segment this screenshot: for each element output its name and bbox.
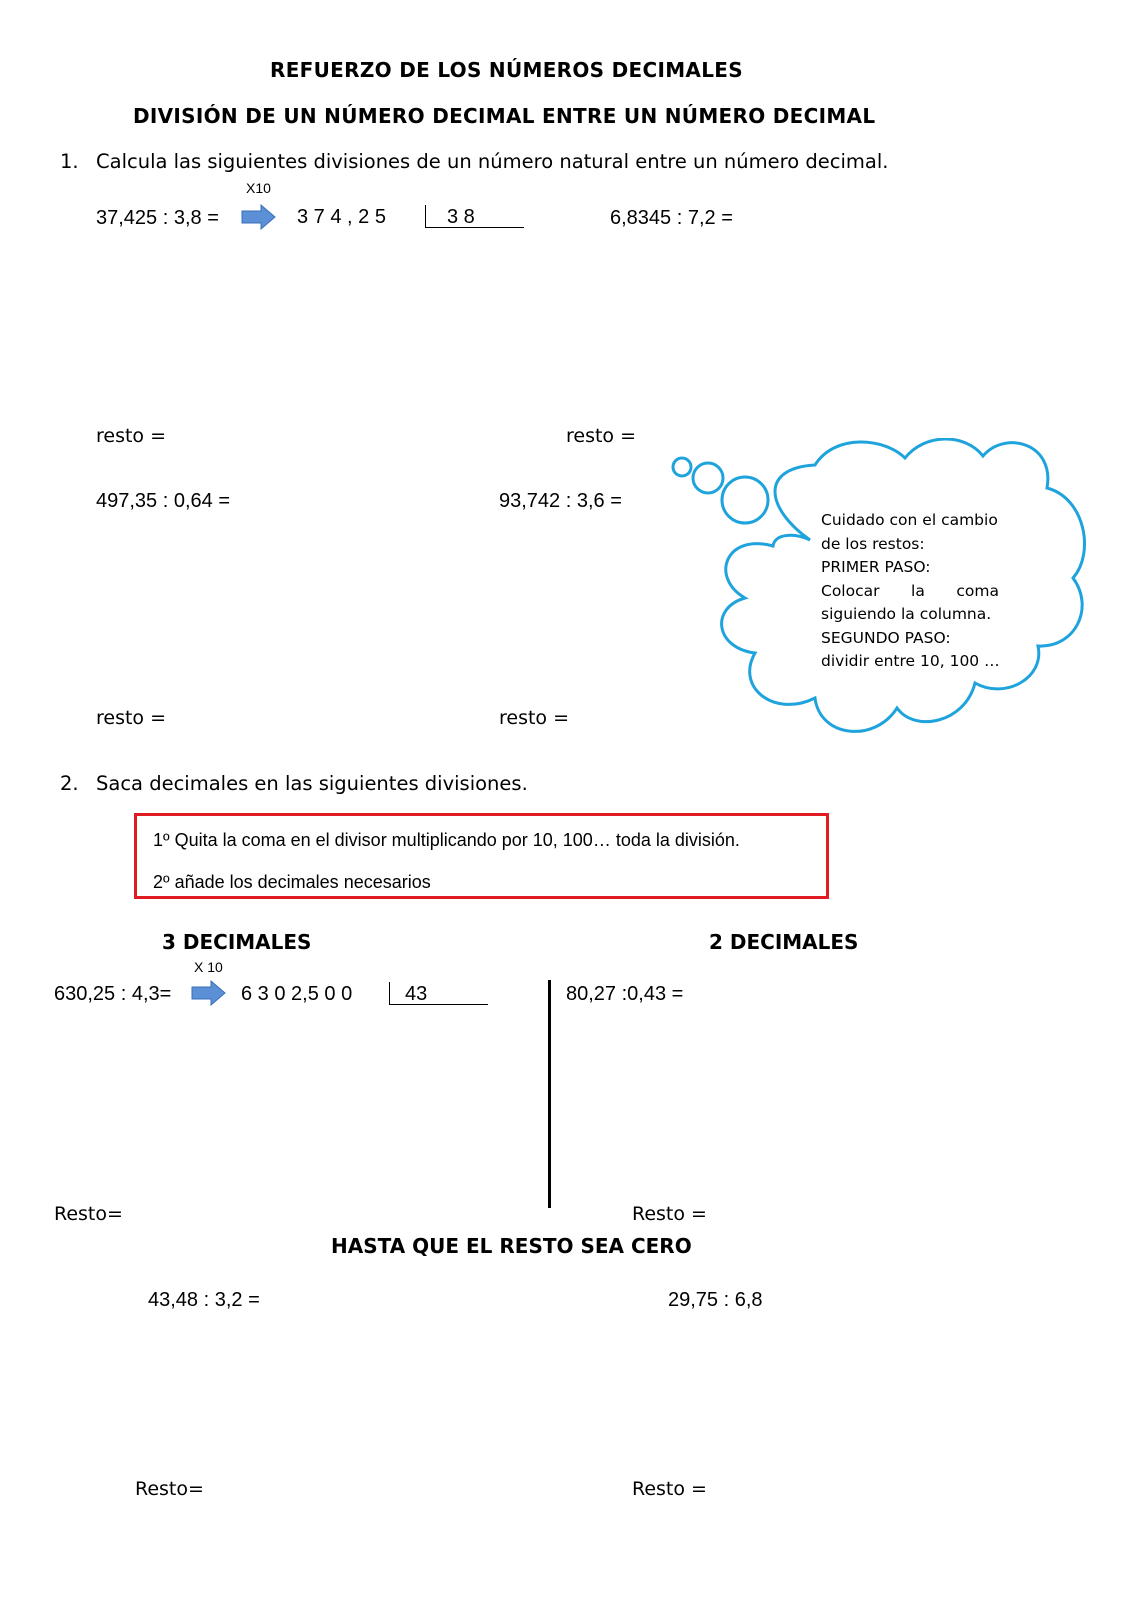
- rest-label: resto =: [96, 425, 167, 447]
- question-2-number: 2.: [60, 772, 79, 795]
- cloud-line: SEGUNDO PASO:: [821, 628, 951, 647]
- question-1-text: Calcula las siguientes divisiones de un número natural entre un número decimal.: [96, 150, 889, 173]
- rest-label: resto =: [96, 707, 167, 729]
- column-divider: [548, 980, 551, 1208]
- rest-label: Resto =: [632, 1203, 707, 1225]
- division-5-expression: 630,25 : 4,3=: [54, 983, 172, 1005]
- rest-label: Resto=: [54, 1203, 123, 1225]
- division-5-divisor: 43: [405, 983, 428, 1005]
- instruction-line-1: 1º Quita la coma en el divisor multiplicando por 10, 100… toda la división.: [153, 830, 740, 850]
- cloud-line-justified: [821, 580, 999, 604]
- cloud-word: la: [911, 581, 925, 600]
- right-arrow-icon: [241, 204, 277, 230]
- section-heading-center: HASTA QUE EL RESTO SEA CERO: [331, 1234, 692, 1258]
- question-1-number: 1.: [60, 150, 79, 173]
- rest-label: Resto=: [135, 1478, 204, 1500]
- cloud-word: coma: [956, 581, 999, 600]
- rest-label: Resto =: [632, 1478, 707, 1500]
- cloud-word: Colocar: [821, 581, 880, 600]
- instructions-box: [134, 813, 829, 899]
- right-arrow-icon: [191, 980, 227, 1006]
- section-heading-right: 2 DECIMALES: [709, 930, 859, 954]
- multiplier-label: X10: [246, 180, 271, 196]
- cloud-note: [821, 509, 999, 674]
- cloud-line: dividir entre 10, 100 …: [821, 652, 1000, 670]
- cloud-line: PRIMER PASO:: [821, 558, 931, 576]
- question-2-text: Saca decimales en las siguientes divisiones.: [96, 772, 528, 795]
- page-subtitle: DIVISIÓN DE UN NÚMERO DECIMAL ENTRE UN NÚMERO DECIMAL: [133, 104, 876, 128]
- cloud-line: de los restos:: [821, 534, 925, 553]
- division-3-expression: 497,35 : 0,64 =: [96, 490, 231, 512]
- division-1-divisor: 3 8: [447, 206, 475, 228]
- division-1-dividend: 3 7 4 , 2 5: [297, 206, 386, 228]
- division-2-expression: 6,8345 : 7,2 =: [610, 207, 733, 229]
- cloud-line: siguiendo la columna.: [821, 605, 992, 623]
- division-1-expression: 37,425 : 3,8 =: [96, 207, 219, 229]
- section-heading-left: 3 DECIMALES: [162, 930, 312, 954]
- division-6-expression: 80,27 :0,43 =: [566, 983, 684, 1005]
- cloud-line: Cuidado con el cambio: [821, 511, 998, 529]
- division-7-expression: 43,48 : 3,2 =: [148, 1289, 260, 1311]
- division-bracket: [389, 982, 488, 1005]
- division-8-expression: 29,75 : 6,8: [668, 1289, 763, 1311]
- division-5-dividend: 6 3 0 2,5 0 0: [241, 983, 353, 1005]
- rest-label: resto =: [499, 707, 570, 729]
- rest-label: resto =: [566, 425, 637, 447]
- instruction-line-2: 2º añade los decimales necesarios: [153, 872, 431, 892]
- multiplier-label: X 10: [194, 959, 223, 975]
- division-4-expression: 93,742 : 3,6 =: [499, 490, 622, 512]
- page-title: REFUERZO DE LOS NÚMEROS DECIMALES: [270, 58, 743, 82]
